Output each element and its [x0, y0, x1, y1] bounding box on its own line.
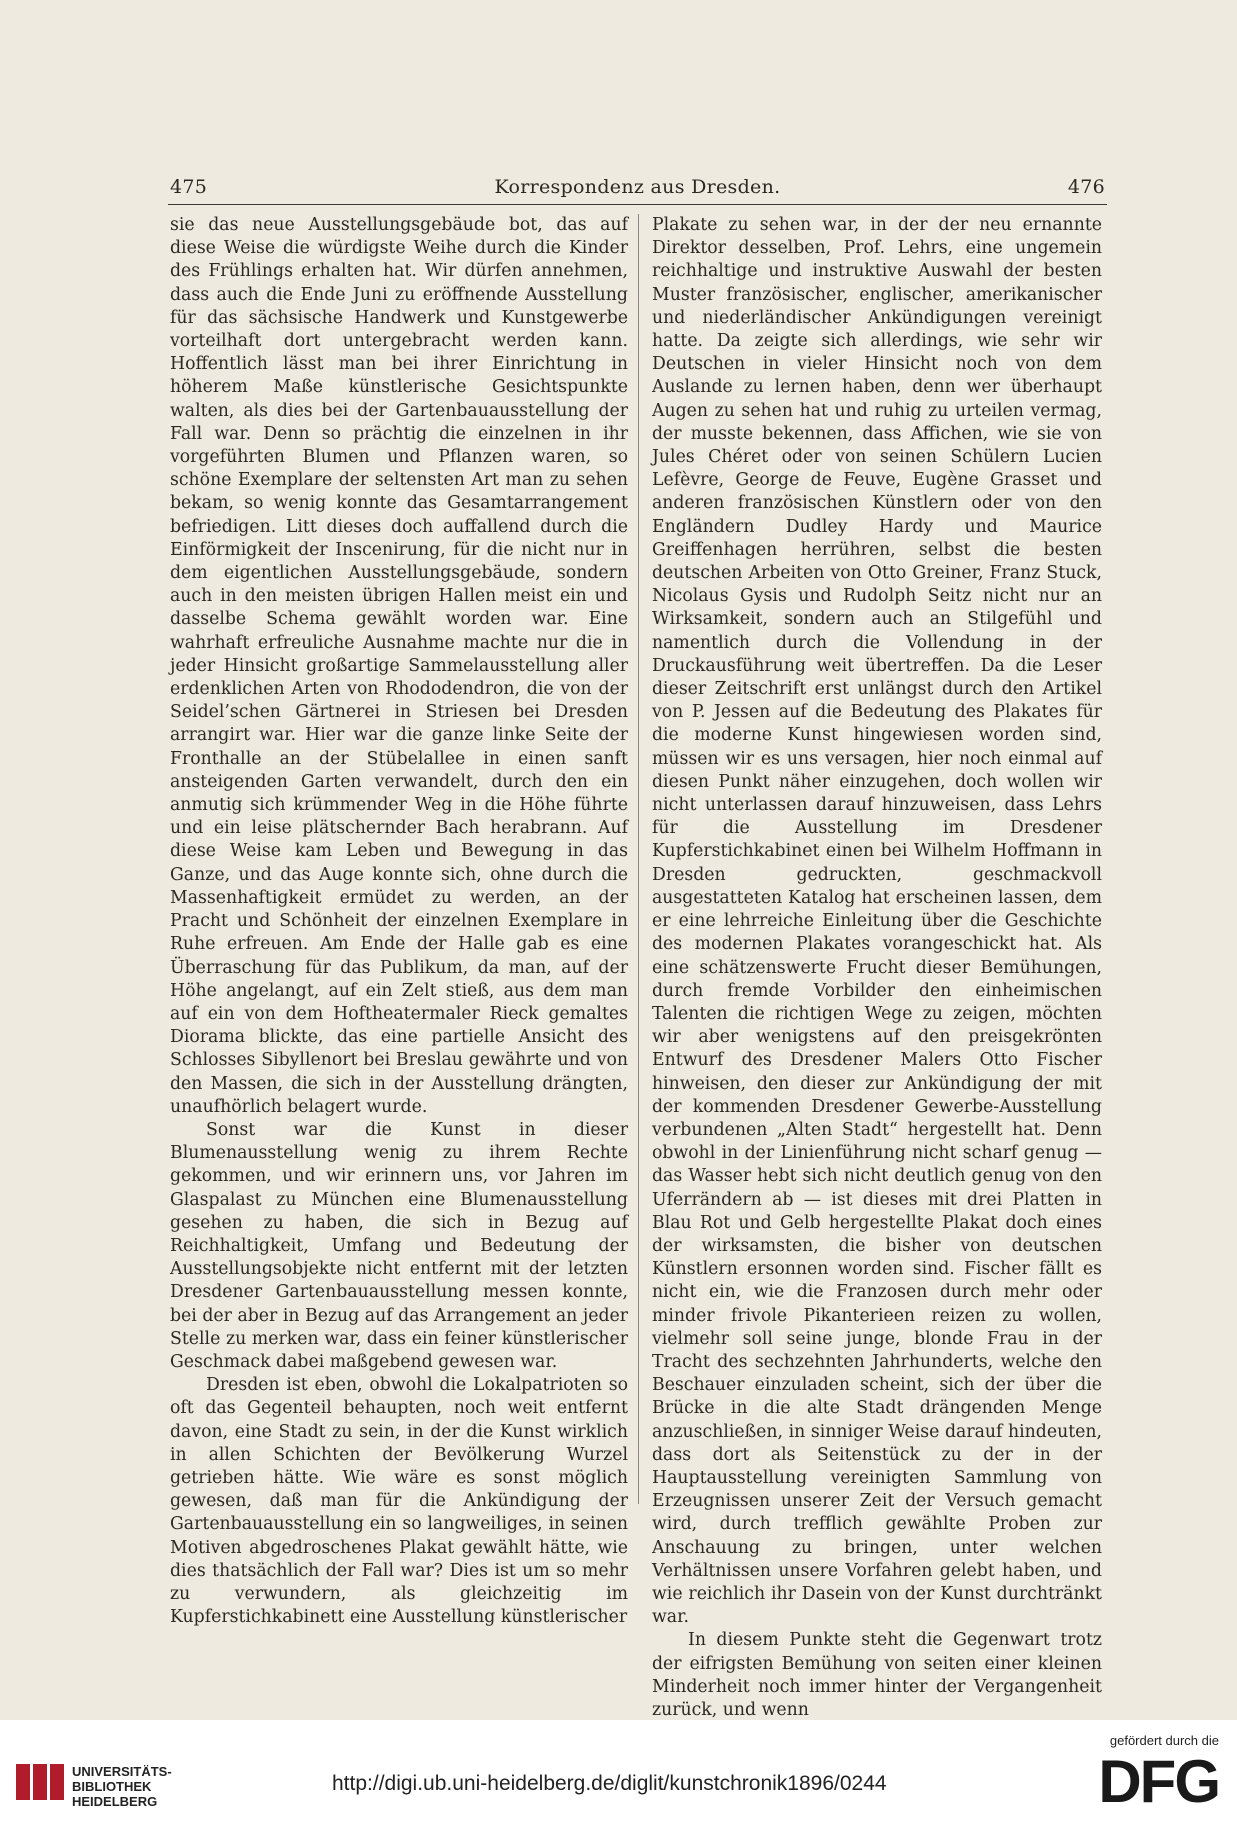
sponsor-label: gefördert durch die	[1109, 1733, 1219, 1748]
university-library-logo-icon	[14, 1760, 66, 1804]
left-column	[170, 214, 628, 1629]
paragraph: Plakate zu sehen war, in der der neu ernannte Direktor desselben, Prof. Lehrs, eine ungemein reichhaltige und instruktive Auswahl der besten Muster französischer, englischer, amerikanischer und niederländischer Ankündigungen vereinigt hatte. Da zeigte sich allerdings, wie sehr wir Deutschen in vieler Hinsicht noch von dem Auslande zu lernen haben, denn wer überhaupt Augen zu sehen hat und ruhig zu urteilen vermag, der musste bekennen, dass Affichen, wie sie von Jules Chéret oder von seinen Schülern Lucien Lefèvre, George de Feuve, Eugène Grasset und anderen französischen Künstlern oder von den Engländern Dudley Hardy und Maurice Greiffenhagen herrühren, selbst die besten deutschen Arbeiten von Otto Greiner, Franz Stuck, Nicolaus Gysis und Rudolph Seitz nicht nur an Wirksamkeit, sondern auch an Stilgefühl und namentlich durch die Vollendung in der Druckausführung weit übertreffen. Da die Leser dieser Zeitschrift erst unlängst durch den Artikel von P. Jessen auf die Bedeutung des Plakates für die moderne Kunst hingewiesen worden sind, müssen wir es uns versagen, hier noch einmal auf diesen Punkt näher einzugehen, doch wollen wir nicht unterlassen darauf hinzuweisen, dass Lehrs für die Ausstellung im Dresdener Kupferstichkabinet einen bei Wilhelm Hoffmann in Dresden gedruckten, geschmackvoll ausgestatteten Katalog hat erscheinen lassen, dem er eine lehrreiche Einleitung über die Geschichte des modernen Plakates vorangeschickt hat. Als eine schätzenswerte Frucht dieser Bemühungen, durch fremde Vorbilder den einheimischen Talenten die richtigen Wege zu zeigen, möchten wir aber wenigstens auf den preisgekrönten Entwurf des Dresdener Malers Otto Fischer hinweisen, den dieser zur Ankündigung der mit der kommenden Dresdener Gewerbe-Ausstellung verbundenen „Alten Stadt“ hergestellt hat. Denn obwohl in der Linienführung nicht scharf genug — das Wasser hebt sich nicht deutlich genug von den Uferrändern ab — ist dieses mit drei Platten in Blau Rot und Gelb hergestellte Plakat doch eines der wirksamsten, die bisher von deutschen Künstlern ersonnen worden sind. Fischer fällt es nicht ein, wie die Franzosen durch mehr oder minder frivole Pikanterieen reizen zu wollen, vielmehr soll seine junge, blonde Frau in der Tracht des sechzehnten Jahrhunderts, welche den Beschauer einzuladen scheint, sich der über die Brücke in die alte Stadt drängenden Menge anzuschließen, in sinniger Weise darauf hindeuten, dass dort als Seitenstück zu der in der Hauptausstellung vereinigten Sammlung von Erzeugnissen unserer Zeit der Versuch gemacht wird, durch trefflich gewählte Proben zur Anschauung zu bringen, unter welchen Verhältnissen unsere Vorfahren gelebt haben, und wie reichlich ihr Dasein von der Kunst durchtränkt war.	[652, 215, 1102, 1628]
library-name	[72, 1764, 172, 1809]
library-line-2: BIBLIOTHEK	[72, 1779, 152, 1794]
library-line-1: UNIVERSITÄTS-	[72, 1764, 172, 1779]
paragraph: Dresden ist eben, obwohl die Lokalpatrioten so oft das Gegenteil behaupten, noch weit entfernt davon, eine Stadt zu sein, in der die Kunst wirklich in allen Schichten der Bevölkerung Wurzel getrieben hätte. Wie wäre es sonst möglich gewesen, daß man für die Ankündigung der Gartenbauausstellung ein so langweiliges, in seinen Motiven abgedroschenes Plakat gewählt hätte, wie dies thatsächlich der Fall war? Dies ist um so mehr zu verwundern, als gleichzeitig im Kupferstichkabinett eine Ausstellung künstlerischer	[170, 1375, 628, 1628]
paragraph: sie das neue Ausstellungsgebäude bot, das auf diese Weise die würdigste Weihe durch die Kinder des Frühlings erhalten hat. Wir dürfen annehmen, dass auch die Ende Juni zu eröffnende Ausstellung für das sächsische Handwerk und Kunstgewerbe vorteilhaft dort untergebracht werden kann. Hoffentlich lässt man bei ihrer Einrichtung in höherem Maße künstlerische Gesichtspunkte walten, als dies bei der Gartenbauausstellung der Fall war. Denn so prächtig die einzelnen in ihr vorgeführten Blumen und Pflanzen waren, so schöne Exemplare der seltensten Art man zu sehen bekam, so wenig konnte das Gesamtarrangement befriedigen. Litt dieses doch auffallend durch die Einförmigkeit der Inscenirung, für die nicht nur in dem eigentlichen Ausstellungsgebäude, sondern auch in den meisten übrigen Hallen meist ein und dasselbe Schema gewählt worden war. Eine wahrhaft erfreuliche Ausnahme machte nur die in jeder Hinsicht großartige Sammelausstellung aller erdenklichen Arten von Rhododendron, die von der Seidel’schen Gärtnerei in Striesen bei Dresden arrangirt war. Hier war die ganze linke Seite der Fronthalle an der Stübelallee in einen sanft ansteigenden Garten verwandelt, durch den ein anmutig sich krümmender Weg in die Höhe führte und ein leise plätschernder Bach herabrann. Auf diese Weise kam Leben und Bewegung in das Ganze, und das Auge konnte sich, ohne durch die Massenhaftigkeit ermüdet zu werden, an der Pracht und Schönheit der einzelnen Exemplare in Ruhe erfreuen. Am Ende der Halle gab es eine Überraschung für das Publikum, da man, auf der Höhe angelangt, auf ein Zelt stieß, aus dem man auf ein von dem Hoftheatermaler Rieck gemaltes Diorama blickte, das eine partielle Ansicht des Schlosses Sibyllenort bei Breslau gewährte und von den Massen, die sich in der Ausstellung drängten, unaufhörlich belagert wurde.	[170, 215, 628, 1117]
column-divider	[638, 214, 639, 1504]
page-number-right: 476	[1067, 176, 1105, 198]
dfg-logo: DFG	[1098, 1748, 1219, 1815]
permalink-url[interactable]: http://digi.ub.uni-heidelberg.de/diglit/kunstchronik1896/0244	[332, 1772, 887, 1795]
header-rule	[168, 204, 1107, 205]
paragraph: Sonst war die Kunst in dieser Blumenausstellung wenig zu ihrem Rechte gekommen, und wir erinnern uns, vor Jahren im Glaspalast zu München eine Blumenausstellung gesehen zu haben, die sich in Bezug auf Reichhaltigkeit, Umfang und Bedeutung der Ausstellungsobjekte nicht entfernt mit der letzten Dresdener Gartenbauausstellung messen konnte, bei der aber in Bezug auf das Arrangement an jeder Stelle zu merken war, dass ein feiner künstlerischer Geschmack dabei maßgebend gewesen war.	[170, 1119, 628, 1372]
paragraph: In diesem Punkte steht die Gegenwart trotz der eifrigsten Bemühung von seiten einer kleinen Minderheit noch immer hinter der Vergangenheit zurück, und wenn	[652, 1630, 1102, 1720]
right-column	[652, 214, 1102, 1722]
page-number-left: 475	[170, 176, 208, 198]
running-header	[170, 176, 1105, 206]
running-title: Korrespondenz aus Dresden.	[494, 176, 781, 198]
library-line-3: HEIDELBERG	[72, 1794, 158, 1809]
